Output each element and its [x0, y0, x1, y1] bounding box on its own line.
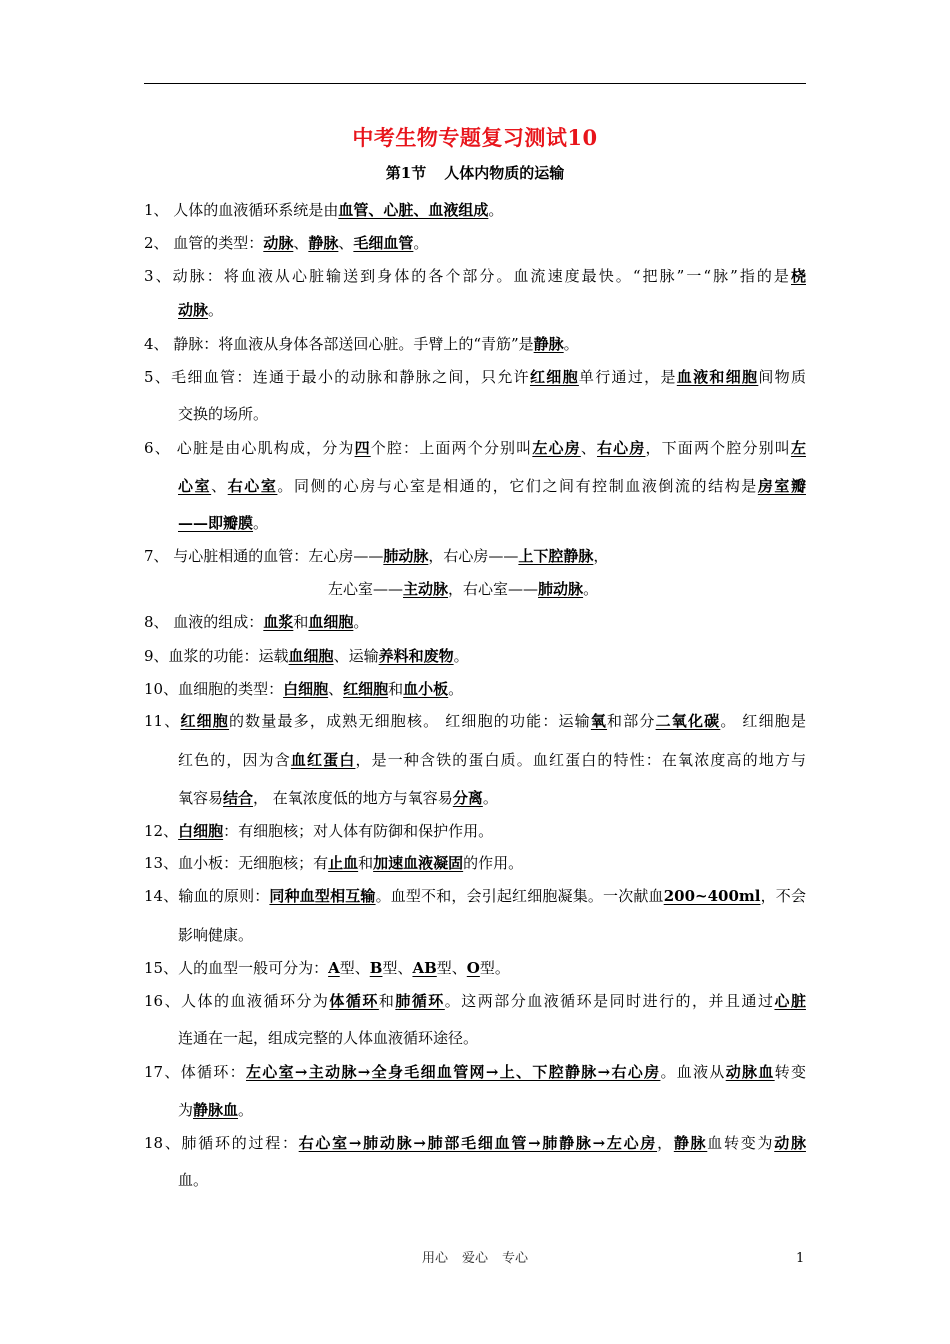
text-segment: 16、人体的血液循环分为 — [144, 992, 330, 1010]
answer-keyword: 四 — [354, 439, 371, 457]
text-segment: 左心室—— — [328, 580, 404, 598]
text-segment: 12、 — [144, 822, 179, 840]
footer-motto-1: 用心 — [421, 1251, 448, 1266]
text-segment: 6、 心脏是由心肌构成，分为 — [144, 439, 355, 457]
text-segment: 。这两部分血液循环是同时进行的，并且通过 — [444, 992, 775, 1010]
answer-keyword: 体循环 — [329, 992, 379, 1010]
answer-keyword: 血细胞 — [308, 613, 354, 631]
answer-keyword: 肺动脉 — [538, 580, 584, 598]
text-segment: ，是一种含铁的蛋白质。血红蛋白的特性：在氧浓度高的地方与 — [355, 751, 806, 769]
text-line-l3 — [144, 266, 806, 286]
text-segment: ：有细胞核；对人体有防御和保护作用。 — [223, 822, 494, 840]
text-line-l4 — [144, 334, 579, 354]
answer-keyword: 左 — [790, 439, 806, 457]
text-line-l5b — [178, 404, 268, 424]
text-segment: 为 — [178, 1101, 194, 1119]
text-segment: 。 — [448, 680, 464, 698]
text-line-l7b — [328, 579, 598, 599]
text-segment: ，不会 — [760, 887, 806, 905]
answer-keyword: 血细胞 — [288, 647, 334, 665]
text-segment: 。 — [488, 201, 504, 219]
answer-keyword: 分离 — [452, 789, 483, 807]
text-line-l17 — [144, 1062, 806, 1082]
text-segment: 。同侧的心房与心室是相通的，它们之间有控制血液倒流的结构是 — [277, 477, 758, 495]
text-line-l10 — [144, 679, 463, 699]
text-segment: 。 — [238, 1101, 254, 1119]
text-segment: 。血液从 — [660, 1063, 726, 1081]
answer-keyword: 心室 — [178, 477, 212, 495]
text-segment: 、 — [580, 439, 597, 457]
text-segment: 2、 血管的类型： — [144, 234, 264, 252]
text-segment: 5、毛细血管：连通于最小的动脉和静脉之间，只允许 — [144, 368, 530, 386]
text-segment: 18、肺循环的过程： — [144, 1134, 299, 1152]
text-segment: 。 红细胞是 — [720, 712, 806, 730]
answer-keyword: 毛细血管 — [353, 234, 414, 252]
page-title: 中考生物专题复习测试10 — [352, 125, 598, 150]
answer-keyword: 白细胞 — [178, 822, 224, 840]
text-segment: 影响健康。 — [178, 926, 254, 944]
text-segment: 14、输血的原则： — [144, 887, 270, 905]
text-segment: 和 — [378, 992, 396, 1010]
text-segment: 7、 与心脏相通的血管：左心房—— — [144, 547, 384, 565]
header-rule — [144, 83, 806, 84]
text-segment: 和 — [358, 854, 374, 872]
section-heading — [0, 162, 950, 184]
text-segment: 、 — [211, 477, 228, 495]
text-line-l6 — [144, 438, 806, 458]
text-segment: 。 — [453, 647, 469, 665]
page-number: 1 — [796, 1251, 805, 1266]
answer-keyword: 右心室 — [227, 477, 278, 495]
answer-keyword: 静脉 — [673, 1134, 708, 1152]
answer-keyword: 白细胞 — [283, 680, 329, 698]
answer-keyword: 血液和细胞 — [676, 368, 759, 386]
text-segment: 。 — [413, 234, 429, 252]
text-segment: 单行通过，是 — [578, 368, 677, 386]
answer-keyword: 动脉 — [178, 301, 209, 319]
text-segment: 型、 — [339, 959, 370, 977]
text-segment: 。血型不和，会引起红细胞凝集。一次献血 — [375, 887, 664, 905]
footer-motto — [0, 1250, 950, 1268]
text-line-l11c — [178, 788, 498, 808]
answer-keyword: 止血 — [328, 854, 359, 872]
answer-keyword: 加速血液凝固 — [373, 854, 464, 872]
answer-keyword: 桡 — [790, 267, 806, 285]
answer-keyword: 右心房 — [597, 439, 646, 457]
answer-keyword: 血小板 — [403, 680, 449, 698]
text-segment: ，下面两个腔分别叫 — [645, 439, 791, 457]
text-segment: 、 — [338, 234, 354, 252]
text-segment: 和部分 — [607, 712, 656, 730]
text-segment: 、 — [293, 234, 309, 252]
answer-keyword: AB — [412, 959, 437, 977]
text-segment: 。 — [563, 335, 579, 353]
answer-keyword: 同种血型相互输 — [269, 887, 376, 905]
text-line-l17b — [178, 1100, 253, 1120]
answer-keyword: 上下腔静脉 — [518, 547, 594, 565]
text-line-l16b — [178, 1028, 478, 1048]
text-segment: ， — [657, 1134, 674, 1152]
text-line-l11 — [144, 711, 806, 731]
text-segment: 8、 血液的组成： — [144, 613, 264, 631]
text-segment: 1、 人体的血液循环系统是由 — [144, 201, 339, 219]
text-line-l6b — [178, 476, 806, 496]
answer-keyword: B — [369, 959, 383, 977]
text-segment: 10、血细胞的类型： — [144, 680, 284, 698]
text-segment: ， — [593, 547, 609, 565]
answer-keyword: 红细胞 — [180, 712, 229, 730]
text-segment: 3、动脉：将血液从心脏输送到身体的各个部分。血流速度最快。“把脉”一“脉”指的是 — [144, 267, 791, 285]
text-segment: 。 — [253, 514, 269, 532]
answer-keyword: 房室瓣 — [757, 477, 806, 495]
text-line-l8 — [144, 612, 368, 632]
text-segment: 。 — [482, 789, 498, 807]
text-segment: ， 在氧浓度低的地方与氧容易 — [253, 789, 453, 807]
text-segment: 和 — [388, 680, 404, 698]
section-name: 人体内物质的运输 — [444, 164, 565, 182]
answer-keyword: 结合 — [223, 789, 254, 807]
text-segment: 4、 静脉：将血液从身体各部送回心脏。手臂上的“青筋”是 — [144, 335, 534, 353]
text-segment: 型、 — [382, 959, 413, 977]
text-line-l14b — [178, 925, 253, 945]
answer-keyword: 血管、心脏、血液组成 — [338, 201, 489, 219]
text-segment: 的作用。 — [463, 854, 524, 872]
text-segment: 。 — [353, 613, 369, 631]
text-line-l18b — [178, 1170, 208, 1190]
footer-motto-3: 专心 — [502, 1251, 529, 1266]
text-line-l5 — [144, 367, 806, 387]
text-line-l18 — [144, 1133, 806, 1153]
text-line-l9 — [144, 646, 469, 666]
text-segment: ，右心房—— — [428, 547, 519, 565]
text-segment: 。 — [208, 301, 224, 319]
answer-keyword: 二氧化碳 — [655, 712, 721, 730]
text-segment: 、 — [328, 680, 344, 698]
text-segment: 型、 — [436, 959, 467, 977]
answer-keyword: 红细胞 — [343, 680, 389, 698]
answer-keyword: O — [466, 959, 480, 977]
answer-keyword: 肺动脉 — [383, 547, 429, 565]
answer-keyword: 主动脉 — [403, 580, 449, 598]
text-line-l3b — [178, 300, 223, 320]
answer-keyword: 左心房 — [532, 439, 581, 457]
text-segment: 。 — [583, 580, 599, 598]
answer-keyword: 肺循环 — [395, 992, 445, 1010]
answer-keyword: 血红蛋白 — [290, 751, 356, 769]
text-segment: 红色的，因为含 — [178, 751, 291, 769]
footer-motto-2: 爱心 — [461, 1251, 488, 1266]
answer-keyword: 动脉血 — [725, 1063, 775, 1081]
text-line-l1 — [144, 200, 503, 220]
text-segment: 交换的场所。 — [178, 405, 269, 423]
text-segment: 型。 — [479, 959, 510, 977]
answer-keyword: 血浆 — [263, 613, 294, 631]
section-label: 第1节 — [385, 164, 427, 182]
answer-keyword: 静脉 — [533, 335, 564, 353]
text-line-l2 — [144, 233, 428, 253]
text-segment: 转变 — [774, 1063, 806, 1081]
text-segment: 15、人的血型一般可分为： — [144, 959, 329, 977]
text-segment: 间物质 — [758, 368, 806, 386]
text-segment: 氧容易 — [178, 789, 224, 807]
text-segment: 血转变为 — [707, 1134, 775, 1152]
answer-keyword: 动脉 — [263, 234, 294, 252]
text-segment: 和 — [293, 613, 309, 631]
text-segment: 个腔：上面两个分别叫 — [370, 439, 533, 457]
text-segment: 连通在一起，组成完整的人体血液循环途径。 — [178, 1029, 479, 1047]
text-segment: 9、血浆的功能：运载 — [144, 647, 289, 665]
text-segment: 、运输 — [333, 647, 379, 665]
text-segment: 13、血小板：无细胞核；有 — [144, 854, 329, 872]
answer-keyword: 动脉 — [774, 1134, 806, 1152]
text-segment: ，右心室—— — [448, 580, 539, 598]
answer-keyword: 红细胞 — [529, 368, 579, 386]
text-line-l13 — [144, 853, 523, 873]
text-segment: 11、 — [144, 712, 181, 730]
text-line-l11b — [178, 750, 806, 770]
text-line-l14 — [144, 886, 806, 906]
text-line-l7 — [144, 546, 608, 566]
answer-keyword: ——即瓣膜 — [178, 514, 254, 532]
text-line-l15 — [144, 958, 510, 978]
text-line-l12 — [144, 821, 493, 841]
text-segment: 17、体循环： — [144, 1063, 246, 1081]
answer-keyword: 心脏 — [774, 992, 806, 1010]
text-line-l6c — [178, 513, 268, 533]
answer-keyword: 氧 — [590, 712, 608, 730]
text-segment: 血。 — [178, 1171, 209, 1189]
answer-keyword: 静脉 — [308, 234, 339, 252]
answer-keyword: 右心室→肺动脉→肺部毛细血管→肺静脉→左心房 — [298, 1134, 658, 1152]
answer-keyword: A — [328, 959, 340, 977]
answer-keyword: 静脉血 — [193, 1101, 239, 1119]
text-line-l16 — [144, 991, 806, 1011]
answer-keyword: 左心室→主动脉→全身毛细血管网→上、下腔静脉→右心房 — [245, 1063, 661, 1081]
answer-keyword: 200~400ml — [663, 887, 761, 905]
text-segment: 的数量最多，成熟无细胞核。 红细胞的功能：运输 — [229, 712, 591, 730]
answer-keyword: 养料和废物 — [378, 647, 454, 665]
